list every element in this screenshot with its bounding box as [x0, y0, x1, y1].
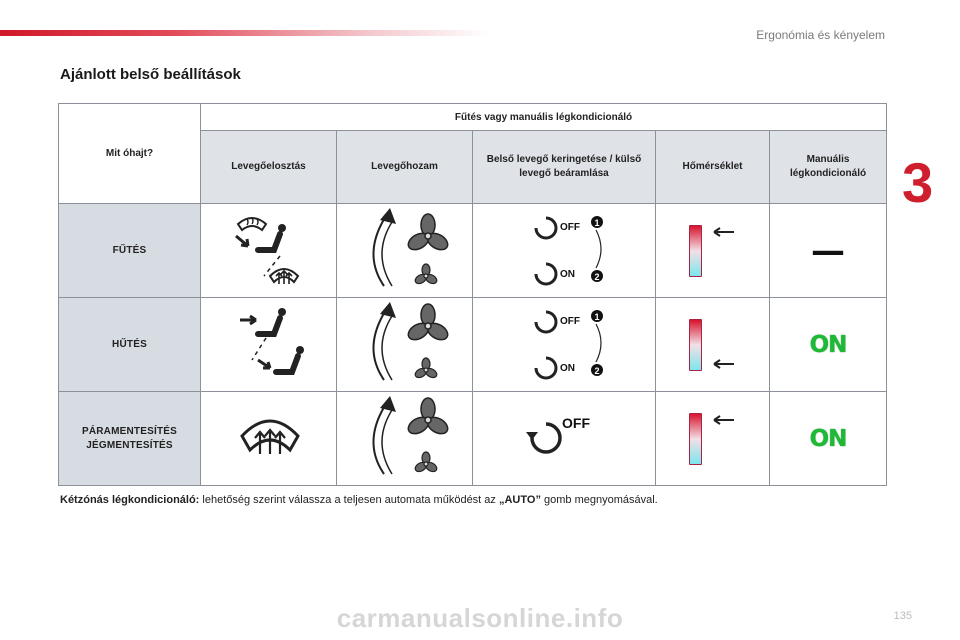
column-header-flow: Levegőhozam: [337, 131, 473, 204]
ac-cell: [770, 204, 887, 298]
row-label-defrost-line1: PÁRAMENTESÍTÉS: [81, 426, 178, 437]
temperature-cell: [656, 204, 770, 298]
footer-note-text: lehetőség szerint válassza a teljesen automata működést az: [199, 494, 499, 506]
table-group-header: Fűtés vagy manuális légkondicionáló: [201, 104, 887, 131]
column-header-recirculation-text: Belső levegő keringetése / külső levegő beáramlása: [486, 153, 642, 179]
recirculation-icon: [474, 392, 654, 482]
section-title: Ergonómia és kényelem: [756, 28, 885, 42]
page-title: Ajánlott belső beállítások: [60, 66, 241, 83]
column-header-ac: Manuális légkondicionáló: [770, 131, 887, 204]
watermark: carmanualsonline.info: [336, 603, 624, 633]
distribution-cell: [201, 298, 337, 392]
temperature-arrow-low: [706, 320, 736, 370]
flow-cell: [337, 392, 473, 486]
row-label-defrost: [59, 392, 201, 486]
passenger-airflow-icon: [240, 308, 286, 334]
footer-note-prefix: Kétzónás légkondicionáló:: [60, 494, 200, 506]
footer-note: [60, 494, 658, 506]
row-label-defrost-line2: JÉGMENTESÍTÉS: [86, 440, 173, 451]
fan-icon: [340, 204, 470, 294]
airflow-distribution-icon: [204, 204, 334, 294]
table-row: [59, 204, 887, 298]
temperature-bar-icon: [689, 413, 702, 465]
recirculation-cell: [473, 298, 656, 392]
column-header-temperature: Hőmérséklet: [656, 131, 770, 204]
column-header-distribution: Levegőelosztás: [201, 131, 337, 204]
table-row: [59, 392, 887, 486]
ac-cell: [770, 392, 887, 486]
row-label-heating: FŰTÉS: [59, 204, 201, 298]
floor-airflow-icon: [258, 346, 304, 372]
footer-note-end: gomb megnyomásával.: [540, 494, 658, 506]
table-corner-label: Mit óhajt?: [59, 104, 201, 204]
ac-cell: [770, 298, 887, 392]
temperature-arrow-high: [706, 226, 736, 276]
chapter-number: 3: [902, 151, 934, 214]
ac-state-on: ON: [809, 425, 847, 452]
recirc-state-off: OFF: [562, 415, 590, 431]
step-marker-1: 1: [594, 312, 600, 322]
recirculation-cell: [473, 392, 656, 486]
recirc-state-off: OFF: [560, 316, 580, 327]
page-number: 135: [893, 610, 912, 622]
flow-cell: [337, 204, 473, 298]
temperature-bar-icon: [689, 319, 702, 371]
recirc-state-on: ON: [560, 363, 575, 374]
temperature-arrow-high: [706, 414, 736, 464]
airflow-distribution-icon: [204, 298, 334, 388]
step-marker-2: 2: [594, 272, 600, 282]
settings-table: [58, 103, 887, 486]
distribution-cell: [201, 204, 337, 298]
recirculation-cell: [473, 204, 656, 298]
temperature-cell: [656, 392, 770, 486]
recirc-state-on: ON: [560, 269, 575, 280]
table-row: [59, 298, 887, 392]
step-marker-1: 1: [594, 218, 600, 228]
temperature-bar-icon: [689, 225, 702, 277]
windscreen-defrost-icon: [204, 392, 334, 482]
floor-defrost-icon: [270, 269, 298, 284]
windscreen-defrost-icon: [238, 218, 266, 230]
recirculation-icon: [474, 204, 654, 294]
ac-state-on: ON: [809, 331, 847, 358]
row-label-cooling: HŰTÉS: [59, 298, 201, 392]
fan-icon: [340, 392, 470, 482]
temperature-cell: [656, 298, 770, 392]
ac-state-off: —: [811, 230, 846, 271]
footer-note-button: „AUTO”: [498, 494, 541, 506]
column-header-recirculation: [473, 131, 656, 204]
fan-icon: [340, 298, 470, 388]
recirc-state-off: OFF: [560, 222, 580, 233]
header-accent-bar: [0, 30, 490, 36]
distribution-cell: [201, 392, 337, 486]
flow-cell: [337, 298, 473, 392]
recirculation-icon: [474, 298, 654, 388]
step-marker-2: 2: [594, 366, 600, 376]
